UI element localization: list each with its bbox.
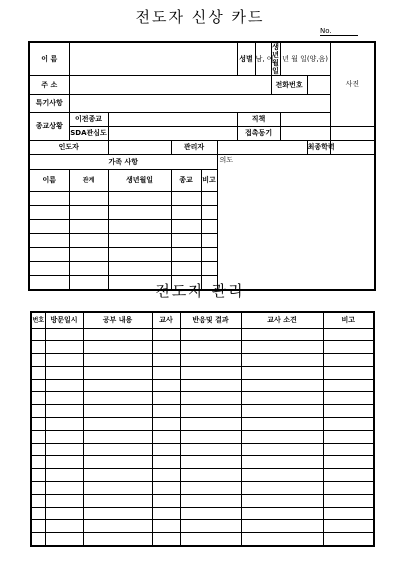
table-cell[interactable] bbox=[323, 379, 374, 392]
table-cell[interactable] bbox=[323, 456, 374, 469]
table-row bbox=[31, 482, 374, 495]
table-cell[interactable] bbox=[31, 443, 45, 456]
table-cell[interactable] bbox=[152, 328, 180, 341]
prev-religion-label: 이전종교 bbox=[69, 113, 108, 127]
table-cell[interactable] bbox=[83, 469, 152, 482]
table-cell[interactable] bbox=[180, 341, 241, 354]
family-cell[interactable] bbox=[171, 248, 201, 262]
table-cell[interactable] bbox=[45, 354, 83, 367]
family-cell[interactable] bbox=[108, 206, 171, 220]
table-cell[interactable] bbox=[83, 405, 152, 418]
table-cell[interactable] bbox=[180, 379, 241, 392]
family-cell[interactable] bbox=[171, 192, 201, 206]
header-number: 번호 bbox=[31, 312, 45, 328]
table-cell[interactable] bbox=[152, 520, 180, 533]
table-cell[interactable] bbox=[323, 520, 374, 533]
birth-label: 생년월일 bbox=[272, 43, 279, 75]
table-cell[interactable] bbox=[152, 469, 180, 482]
guide-field[interactable] bbox=[108, 141, 171, 155]
remarks-label: 의도 bbox=[219, 156, 234, 164]
table-cell[interactable] bbox=[180, 392, 241, 405]
table-cell[interactable] bbox=[323, 482, 374, 495]
family-label: 가족 사항 bbox=[29, 155, 217, 170]
name-field[interactable] bbox=[69, 42, 237, 76]
table-cell[interactable] bbox=[83, 430, 152, 443]
table-cell[interactable] bbox=[31, 520, 45, 533]
table-cell[interactable] bbox=[180, 443, 241, 456]
family-cell[interactable] bbox=[29, 220, 69, 234]
table-cell[interactable] bbox=[31, 418, 45, 431]
table-cell[interactable] bbox=[241, 533, 323, 546]
table-cell[interactable] bbox=[323, 405, 374, 418]
family-cell[interactable] bbox=[29, 192, 69, 206]
notes-field[interactable] bbox=[69, 95, 330, 113]
table-cell[interactable] bbox=[83, 494, 152, 507]
family-cell[interactable] bbox=[69, 206, 108, 220]
family-cell[interactable] bbox=[108, 220, 171, 234]
family-cell[interactable] bbox=[201, 206, 217, 220]
family-cell[interactable] bbox=[108, 234, 171, 248]
table-row bbox=[31, 341, 374, 354]
table-cell[interactable] bbox=[241, 456, 323, 469]
table-cell[interactable] bbox=[323, 469, 374, 482]
table-cell[interactable] bbox=[323, 366, 374, 379]
table-cell[interactable] bbox=[323, 443, 374, 456]
table-cell[interactable] bbox=[83, 392, 152, 405]
personal-info-card bbox=[28, 41, 376, 291]
job-field[interactable] bbox=[280, 113, 330, 127]
table-cell[interactable] bbox=[31, 354, 45, 367]
table-cell[interactable] bbox=[241, 379, 323, 392]
table-cell[interactable] bbox=[83, 379, 152, 392]
table-cell[interactable] bbox=[45, 341, 83, 354]
table-row bbox=[31, 366, 374, 379]
table-cell[interactable] bbox=[323, 392, 374, 405]
table-row bbox=[31, 405, 374, 418]
table-cell[interactable] bbox=[45, 328, 83, 341]
table-cell[interactable] bbox=[241, 366, 323, 379]
table-cell[interactable] bbox=[45, 507, 83, 520]
table-cell[interactable] bbox=[83, 533, 152, 546]
table-row bbox=[31, 456, 374, 469]
table-cell[interactable] bbox=[31, 328, 45, 341]
family-cell[interactable] bbox=[29, 262, 69, 276]
table-cell[interactable] bbox=[241, 418, 323, 431]
table-cell[interactable] bbox=[83, 418, 152, 431]
table-cell[interactable] bbox=[152, 341, 180, 354]
table-cell[interactable] bbox=[31, 379, 45, 392]
table-cell[interactable] bbox=[45, 520, 83, 533]
table-cell[interactable] bbox=[241, 328, 323, 341]
table-cell[interactable] bbox=[241, 469, 323, 482]
table-cell[interactable] bbox=[45, 456, 83, 469]
table-cell[interactable] bbox=[241, 354, 323, 367]
table-cell[interactable] bbox=[31, 430, 45, 443]
table-cell[interactable] bbox=[241, 482, 323, 495]
table-row bbox=[31, 354, 374, 367]
table-cell[interactable] bbox=[241, 494, 323, 507]
contact-motive-field[interactable] bbox=[280, 127, 330, 141]
table-cell[interactable] bbox=[152, 482, 180, 495]
table-cell[interactable] bbox=[45, 392, 83, 405]
table-cell[interactable] bbox=[45, 366, 83, 379]
table-cell[interactable] bbox=[152, 507, 180, 520]
table-row bbox=[31, 494, 374, 507]
table-cell[interactable] bbox=[241, 341, 323, 354]
card-number-label: No. bbox=[320, 27, 358, 36]
table-cell[interactable] bbox=[83, 520, 152, 533]
header-reaction-result: 반응및 결과 bbox=[180, 312, 241, 328]
table-row bbox=[31, 443, 374, 456]
management-table bbox=[30, 311, 375, 547]
gender-label: 성별 bbox=[237, 42, 255, 76]
table-cell[interactable] bbox=[180, 418, 241, 431]
table-cell[interactable] bbox=[45, 443, 83, 456]
card-title: 전도자 신상 카드 bbox=[135, 8, 265, 26]
table-cell[interactable] bbox=[31, 405, 45, 418]
header-study-content: 공부 내용 bbox=[83, 312, 152, 328]
table-cell[interactable] bbox=[83, 456, 152, 469]
table-cell[interactable] bbox=[241, 507, 323, 520]
table-cell[interactable] bbox=[152, 533, 180, 546]
table-cell[interactable] bbox=[241, 443, 323, 456]
table-cell[interactable] bbox=[45, 405, 83, 418]
table-cell[interactable] bbox=[31, 341, 45, 354]
remarks-area[interactable] bbox=[217, 155, 375, 290]
manager-field[interactable] bbox=[217, 141, 307, 155]
table-cell[interactable] bbox=[241, 392, 323, 405]
table-cell[interactable] bbox=[31, 533, 45, 546]
table-row bbox=[31, 469, 374, 482]
birth-value[interactable]: 년 월 일(양,음) bbox=[280, 42, 330, 76]
table-cell[interactable] bbox=[180, 328, 241, 341]
header-remarks: 비고 bbox=[323, 312, 374, 328]
family-cell[interactable] bbox=[171, 206, 201, 220]
table-cell[interactable] bbox=[180, 430, 241, 443]
table-cell[interactable] bbox=[152, 418, 180, 431]
sda-label: SDA관심도 bbox=[69, 127, 108, 141]
management-title: 전도자 관리 bbox=[155, 282, 245, 300]
table-cell[interactable] bbox=[180, 354, 241, 367]
family-cell[interactable] bbox=[171, 234, 201, 248]
family-cell[interactable] bbox=[29, 206, 69, 220]
religion-label: 종교상황 bbox=[29, 113, 69, 141]
phone-label: 전화번호 bbox=[271, 76, 307, 95]
table-cell[interactable] bbox=[45, 379, 83, 392]
name-label: 이 름 bbox=[29, 42, 69, 76]
table-cell[interactable] bbox=[323, 354, 374, 367]
table-cell[interactable] bbox=[241, 405, 323, 418]
table-cell[interactable] bbox=[180, 482, 241, 495]
table-row bbox=[31, 507, 374, 520]
table-cell[interactable] bbox=[180, 520, 241, 533]
table-row bbox=[31, 533, 374, 546]
phone-field[interactable] bbox=[307, 76, 330, 95]
table-row bbox=[31, 418, 374, 431]
table-cell[interactable] bbox=[180, 533, 241, 546]
table-cell[interactable] bbox=[152, 443, 180, 456]
address-label: 주 소 bbox=[29, 76, 69, 95]
family-cell[interactable] bbox=[201, 220, 217, 234]
prev-religion-field[interactable] bbox=[108, 113, 237, 127]
family-header-birth: 생년월일 bbox=[108, 170, 171, 192]
table-row bbox=[31, 520, 374, 533]
photo-box[interactable]: 사진 bbox=[330, 42, 375, 127]
table-cell[interactable] bbox=[241, 430, 323, 443]
table-cell[interactable] bbox=[152, 354, 180, 367]
family-cell[interactable] bbox=[29, 248, 69, 262]
table-row bbox=[31, 379, 374, 392]
family-cell[interactable] bbox=[201, 192, 217, 206]
family-header-name: 이름 bbox=[29, 170, 69, 192]
family-cell[interactable] bbox=[69, 220, 108, 234]
table-cell[interactable] bbox=[31, 482, 45, 495]
table-cell[interactable] bbox=[83, 366, 152, 379]
table-cell[interactable] bbox=[180, 366, 241, 379]
contact-motive-label: 접촉동기 bbox=[237, 127, 280, 141]
table-cell[interactable] bbox=[83, 354, 152, 367]
table-cell[interactable] bbox=[31, 507, 45, 520]
table-cell[interactable] bbox=[152, 379, 180, 392]
family-cell[interactable] bbox=[171, 220, 201, 234]
table-cell[interactable] bbox=[83, 341, 152, 354]
gender-value[interactable]: 남, 여 bbox=[255, 42, 271, 76]
family-cell[interactable] bbox=[201, 262, 217, 276]
family-header-religion: 종교 bbox=[171, 170, 201, 192]
family-cell[interactable] bbox=[201, 234, 217, 248]
family-cell[interactable] bbox=[201, 248, 217, 262]
table-cell[interactable] bbox=[31, 456, 45, 469]
table-cell[interactable] bbox=[152, 392, 180, 405]
table-cell[interactable] bbox=[152, 366, 180, 379]
table-cell[interactable] bbox=[241, 520, 323, 533]
family-cell[interactable] bbox=[69, 248, 108, 262]
table-cell[interactable] bbox=[180, 507, 241, 520]
table-cell[interactable] bbox=[180, 405, 241, 418]
table-cell[interactable] bbox=[45, 430, 83, 443]
sda-field[interactable] bbox=[108, 127, 237, 141]
table-cell[interactable] bbox=[323, 507, 374, 520]
table-cell[interactable] bbox=[180, 469, 241, 482]
family-cell[interactable] bbox=[108, 192, 171, 206]
table-row bbox=[31, 430, 374, 443]
family-cell[interactable] bbox=[171, 262, 201, 276]
table-cell[interactable] bbox=[83, 507, 152, 520]
table-cell[interactable] bbox=[180, 456, 241, 469]
table-cell[interactable] bbox=[31, 366, 45, 379]
table-cell[interactable] bbox=[31, 392, 45, 405]
table-cell[interactable] bbox=[83, 443, 152, 456]
table-cell[interactable] bbox=[152, 494, 180, 507]
header-teacher-opinion: 교사 소견 bbox=[241, 312, 323, 328]
family-header-relation: 관계 bbox=[69, 170, 108, 192]
table-cell[interactable] bbox=[152, 456, 180, 469]
family-cell[interactable] bbox=[69, 192, 108, 206]
family-header-remarks: 비고 bbox=[201, 170, 217, 192]
notes-label: 특기사항 bbox=[29, 95, 69, 113]
table-cell[interactable] bbox=[45, 533, 83, 546]
table-row bbox=[31, 328, 374, 341]
contact-motive-extra[interactable] bbox=[330, 127, 375, 141]
family-cell[interactable] bbox=[108, 248, 171, 262]
table-cell[interactable] bbox=[152, 430, 180, 443]
family-cell[interactable] bbox=[69, 234, 108, 248]
table-row bbox=[31, 392, 374, 405]
table-cell[interactable] bbox=[323, 418, 374, 431]
guide-label: 인도자 bbox=[29, 141, 108, 155]
address-field[interactable] bbox=[69, 76, 271, 95]
family-cell[interactable] bbox=[108, 262, 171, 276]
table-cell[interactable] bbox=[45, 482, 83, 495]
header-teacher: 교사 bbox=[152, 312, 180, 328]
table-cell[interactable] bbox=[323, 328, 374, 341]
education-label: 최종학력 bbox=[307, 141, 330, 155]
table-cell[interactable] bbox=[180, 494, 241, 507]
table-cell[interactable] bbox=[323, 341, 374, 354]
table-cell[interactable] bbox=[31, 494, 45, 507]
table-cell[interactable] bbox=[31, 469, 45, 482]
table-cell[interactable] bbox=[45, 418, 83, 431]
job-label: 직책 bbox=[237, 113, 280, 127]
table-cell[interactable] bbox=[83, 482, 152, 495]
family-cell[interactable] bbox=[69, 262, 108, 276]
table-cell[interactable] bbox=[152, 405, 180, 418]
header-visit-date: 방문일시 bbox=[45, 312, 83, 328]
table-cell[interactable] bbox=[45, 494, 83, 507]
table-cell[interactable] bbox=[323, 430, 374, 443]
education-field[interactable] bbox=[330, 141, 375, 155]
table-cell[interactable] bbox=[45, 469, 83, 482]
table-cell[interactable] bbox=[323, 533, 374, 546]
table-cell[interactable] bbox=[323, 494, 374, 507]
family-cell[interactable] bbox=[29, 234, 69, 248]
table-cell[interactable] bbox=[83, 328, 152, 341]
manager-label: 관리자 bbox=[171, 141, 217, 155]
